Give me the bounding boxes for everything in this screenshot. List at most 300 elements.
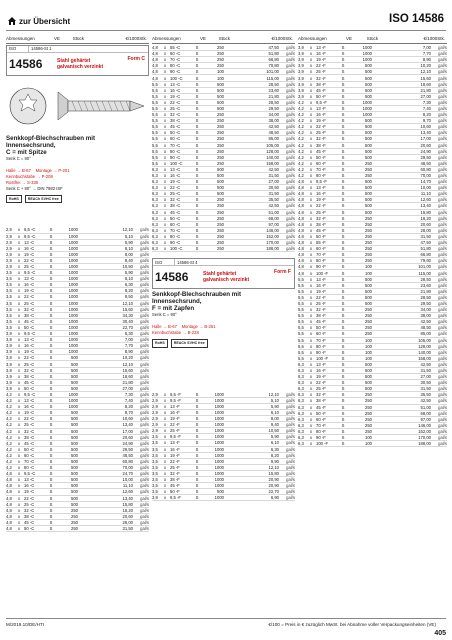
- cell-length: 9,5 -C: [24, 270, 36, 276]
- cell-ve: S: [341, 93, 345, 99]
- cell-finish: gal/s: [140, 361, 149, 367]
- cell-finish: gal/s: [140, 410, 149, 416]
- cell-dimension: 3,9: [298, 87, 304, 93]
- cell-length: 80 -F: [316, 173, 326, 179]
- cell-finish: gal/s: [438, 51, 447, 57]
- cell-stueck: 500: [71, 495, 78, 501]
- cell-price: 85,00: [420, 331, 431, 337]
- cell-length: 90 -C: [170, 240, 181, 246]
- cell-length: 19 -C: [24, 349, 35, 355]
- cell-finish: gal/s: [438, 75, 447, 81]
- cell-times: x: [164, 221, 167, 227]
- cell-ve: S: [341, 264, 345, 270]
- rohs-badge: RoHS: [6, 195, 22, 203]
- cell-dimension: 5,5: [298, 282, 304, 288]
- cell-stueck: 1000: [68, 264, 78, 270]
- cell-finish: gal/s: [140, 306, 149, 312]
- cell-length: 32 -F: [316, 136, 326, 142]
- cell-length: 80 -C: [170, 148, 181, 154]
- cell-length: 25 -F: [170, 464, 180, 470]
- cell-length: 60 -C: [170, 51, 181, 57]
- cell-price: 27,00: [420, 93, 431, 99]
- cell-stueck: 250: [365, 240, 372, 246]
- cell-stueck: 1000: [68, 331, 78, 337]
- cell-stueck: 500: [217, 87, 224, 93]
- cell-times: x: [310, 142, 313, 148]
- cell-dimension: 3,5: [6, 312, 12, 318]
- cell-length: 45 -F: [170, 483, 180, 489]
- product-number: 14586: [155, 269, 189, 284]
- cell-length: 45 -F: [316, 87, 326, 93]
- cell-price: 47,50: [268, 45, 279, 51]
- cell-times: x: [18, 282, 21, 288]
- title-line-2: Innensechsrund,: [152, 297, 202, 305]
- cell-stueck: 1000: [214, 397, 224, 403]
- header-divider: [6, 30, 446, 31]
- cell-stueck: 500: [365, 93, 372, 99]
- cell-finish: gal/s: [140, 379, 149, 385]
- cell-ve: S: [341, 300, 345, 306]
- cell-stueck: 500: [365, 294, 372, 300]
- cell-price: 6,10: [124, 245, 133, 251]
- cell-dimension: 2,9: [152, 410, 158, 416]
- cell-stueck: 250: [217, 57, 224, 63]
- cell-ve: S: [49, 343, 53, 349]
- cell-times: x: [164, 51, 167, 57]
- cell-times: x: [310, 148, 313, 154]
- header-ve: VE: [53, 35, 60, 41]
- cell-stueck: 1000: [214, 477, 224, 483]
- cell-ve: S: [195, 452, 199, 458]
- cell-dimension: 3,9: [152, 495, 158, 501]
- cell-ve: S: [195, 166, 199, 172]
- cell-length: 9,5 -F: [170, 495, 181, 501]
- cell-ve: S: [195, 124, 199, 130]
- cell-finish: gal/s: [286, 246, 295, 252]
- header-stueck: Stück: [72, 35, 84, 41]
- cell-dimension: 6,3: [298, 404, 304, 410]
- cell-length: 9,5 -F: [316, 179, 327, 185]
- cell-stueck: 1000: [68, 288, 78, 294]
- cell-times: x: [310, 422, 313, 428]
- cell-ve: S: [49, 306, 53, 312]
- cell-length: 70 -F: [316, 166, 326, 172]
- cell-stueck: 250: [365, 404, 372, 410]
- cell-stueck: 1000: [68, 239, 78, 245]
- cell-ve: S: [341, 428, 345, 434]
- cell-dimension: 3,9: [6, 343, 12, 349]
- cell-ve: S: [341, 349, 345, 355]
- cell-times: x: [310, 166, 313, 172]
- cell-times: x: [310, 154, 313, 160]
- cell-dimension: 2,9: [6, 264, 12, 270]
- column-c: [298, 33, 447, 447]
- cell-times: x: [310, 87, 313, 93]
- cell-stueck: 1000: [68, 227, 78, 233]
- back-to-overview-link[interactable]: [7, 15, 82, 27]
- cell-finish: gal/s: [286, 130, 295, 136]
- cell-ve: S: [195, 209, 199, 215]
- cell-times: x: [164, 422, 167, 428]
- cell-price: 28,50: [268, 99, 279, 105]
- cell-length: 90 -C: [170, 69, 181, 75]
- note-rostfrei[interactable]: Rostfrei → S-330: [6, 180, 39, 186]
- cell-stueck: 500: [71, 428, 78, 434]
- cell-dimension: 6,3: [298, 422, 304, 428]
- cell-length: 60 -C: [24, 452, 35, 458]
- cell-ve: S: [49, 367, 53, 373]
- cell-dimension: 5,5: [298, 331, 304, 337]
- cell-price: 18,60: [122, 373, 133, 379]
- cell-ve: S: [341, 319, 345, 325]
- cell-length: 32 -C: [170, 197, 181, 203]
- cell-ve: S: [49, 227, 53, 233]
- cell-finish: gal/s: [438, 112, 447, 118]
- cell-length: 50 -F: [170, 489, 180, 495]
- cell-length: 70 -C: [170, 227, 181, 233]
- cell-finish: gal/s: [438, 179, 447, 185]
- cell-times: x: [164, 495, 167, 501]
- cell-dimension: 4,2: [298, 118, 304, 124]
- cell-ve: S: [195, 203, 199, 209]
- cell-finish: gal/s: [286, 209, 295, 215]
- cell-dimension: 5,5: [152, 136, 158, 142]
- cell-price: 31,50: [268, 191, 279, 197]
- cell-dimension: 5,5: [298, 349, 304, 355]
- cell-finish: gal/s: [286, 422, 295, 428]
- cell-times: x: [18, 294, 21, 300]
- cell-ve: S: [341, 374, 345, 380]
- cell-dimension: 5,5: [298, 288, 304, 294]
- cell-finish: gal/s: [286, 81, 295, 87]
- cell-price: 12,10: [122, 361, 133, 367]
- cell-times: x: [18, 416, 21, 422]
- cell-length: 9,5 -F: [170, 397, 181, 403]
- cell-times: x: [164, 191, 167, 197]
- cell-times: x: [18, 404, 21, 410]
- cell-stueck: 500: [365, 380, 372, 386]
- note-kennbuchstabe[interactable]: Kennbuchstabe → P-208: [6, 174, 53, 180]
- cell-stueck: 500: [365, 130, 372, 136]
- cell-stueck: 1000: [68, 282, 78, 288]
- cell-stueck: 100: [365, 349, 372, 355]
- cell-times: x: [310, 221, 313, 227]
- cell-length: 9,5 -F: [170, 434, 181, 440]
- cell-ve: S: [49, 312, 53, 318]
- cell-stueck: 500: [365, 179, 372, 185]
- cell-ve: S: [49, 239, 53, 245]
- cell-ve: S: [341, 313, 345, 319]
- cell-dimension: 6,3: [152, 246, 158, 252]
- cell-times: x: [310, 203, 313, 209]
- title-line-3: C = mit Spitze: [6, 148, 47, 156]
- cell-length: 13 -C: [24, 239, 35, 245]
- cell-price: 34,30: [122, 312, 133, 318]
- cell-dimension: 4,8: [6, 489, 12, 495]
- cell-finish: gal/s: [140, 422, 149, 428]
- cell-length: 100 -F: [316, 355, 329, 361]
- cell-ve: S: [49, 471, 53, 477]
- cell-length: 22 -F: [316, 63, 326, 69]
- cell-ve: S: [341, 361, 345, 367]
- cell-times: x: [18, 507, 21, 513]
- cell-stueck: 500: [365, 191, 372, 197]
- cell-stueck: 250: [365, 313, 372, 319]
- cell-length: 19 -C: [24, 288, 35, 294]
- cell-times: x: [164, 154, 167, 160]
- cell-stueck: 250: [365, 410, 372, 416]
- cell-ve: S: [49, 361, 53, 367]
- cell-length: 16 -C: [24, 245, 35, 251]
- cell-price: 5,90: [124, 270, 133, 276]
- cell-length: 38 -C: [170, 118, 181, 124]
- cell-finish: gal/s: [286, 124, 295, 130]
- cell-finish: gal/s: [438, 233, 447, 239]
- cell-length: 19 -F: [316, 374, 326, 380]
- cell-dimension: 2,9: [152, 391, 158, 397]
- cell-length: 16 -C: [24, 282, 35, 288]
- cell-ve: S: [341, 87, 345, 93]
- cell-times: x: [310, 191, 313, 197]
- column-a: [6, 33, 149, 532]
- cell-price: 115,00: [418, 270, 431, 276]
- cell-finish: gal/s: [438, 294, 447, 300]
- cell-price: 66,80: [268, 57, 279, 63]
- cell-stueck: 250: [71, 526, 78, 532]
- cell-finish: gal/s: [438, 252, 447, 258]
- note-halle[interactable]: Halle → B-67: [152, 324, 177, 330]
- cell-price: 12,10: [268, 391, 279, 397]
- cell-ve: S: [195, 179, 199, 185]
- cell-stueck: 250: [365, 325, 372, 331]
- cell-stueck: 250: [365, 307, 372, 313]
- cell-length: 90 -C: [170, 154, 181, 160]
- cell-dimension: 4,2: [6, 422, 12, 428]
- cell-stueck: 250: [365, 392, 372, 398]
- cell-stueck: 500: [71, 440, 78, 446]
- cell-times: x: [18, 251, 21, 257]
- cell-ve: S: [195, 403, 199, 409]
- cell-finish: gal/s: [286, 87, 295, 93]
- cell-ve: S: [49, 483, 53, 489]
- cell-times: x: [164, 227, 167, 233]
- cell-times: x: [18, 398, 21, 404]
- cell-times: x: [164, 179, 167, 185]
- cell-stueck: 1000: [68, 233, 78, 239]
- cell-length: 16 -F: [170, 410, 180, 416]
- table-row[interactable]: [6, 526, 149, 532]
- cell-length: 22 -C: [170, 99, 181, 105]
- cell-length: 25 -F: [316, 69, 326, 75]
- cell-length: 50 -C: [170, 130, 181, 136]
- cell-ve: S: [49, 519, 53, 525]
- cell-dimension: 6,3: [152, 166, 158, 172]
- cell-stueck: 1000: [68, 300, 78, 306]
- cell-ve: S: [195, 246, 199, 252]
- cell-ve: S: [195, 477, 199, 483]
- cell-times: x: [310, 209, 313, 215]
- cell-stueck: 500: [365, 368, 372, 374]
- cell-dimension: 3,5: [6, 288, 12, 294]
- cell-length: 32 -F: [316, 75, 326, 81]
- cell-stueck: 250: [71, 513, 78, 519]
- cell-stueck: 500: [365, 361, 372, 367]
- cell-dimension: 4,8: [298, 246, 304, 252]
- cell-stueck: 250: [365, 227, 372, 233]
- cell-times: x: [18, 264, 21, 270]
- cell-length: 25 -F: [316, 130, 326, 136]
- cell-times: x: [18, 300, 21, 306]
- cell-times: x: [18, 477, 21, 483]
- cell-ve: S: [49, 422, 53, 428]
- cell-length: 6,5 -C: [24, 227, 36, 233]
- cell-dimension: 3,9: [6, 367, 12, 373]
- cell-dimension: 6,3: [298, 410, 304, 416]
- column-b: [152, 33, 295, 501]
- cell-times: x: [18, 483, 21, 489]
- cell-times: x: [164, 136, 167, 142]
- cell-price: 6,10: [270, 410, 279, 416]
- cell-price: 13,40: [420, 130, 431, 136]
- cell-price: 10,60: [420, 124, 431, 130]
- cell-length: 50 -C: [24, 324, 35, 330]
- cell-dimension: 5,5: [298, 307, 304, 313]
- cell-times: x: [310, 215, 313, 221]
- cell-dimension: 6,3: [152, 173, 158, 179]
- cell-length: 100 -C: [170, 246, 183, 252]
- cell-stueck: 250: [365, 246, 372, 252]
- cell-ve: S: [341, 337, 345, 343]
- cell-times: x: [310, 410, 313, 416]
- cell-ve: S: [49, 288, 53, 294]
- table-row[interactable]: [298, 441, 447, 447]
- cell-length: 45 -F: [316, 404, 326, 410]
- cell-dimension: 3,9: [298, 51, 304, 57]
- note-montage[interactable]: Montage → P-201: [35, 168, 70, 174]
- cell-times: x: [164, 483, 167, 489]
- cell-finish: gal/s: [286, 45, 295, 51]
- cell-stueck: 250: [365, 166, 372, 172]
- note-montage[interactable]: Montage → B-251: [181, 324, 216, 330]
- cell-times: x: [164, 203, 167, 209]
- cell-finish: gal/s: [286, 203, 295, 209]
- cell-ve: S: [49, 373, 53, 379]
- reference-notes-c: [6, 168, 149, 192]
- cell-stueck: 1000: [68, 398, 78, 404]
- cell-ve: S: [341, 81, 345, 87]
- cell-finish: gal/s: [286, 179, 295, 185]
- cell-stueck: 500: [365, 87, 372, 93]
- material-line-2: galvanisch verzinkt: [203, 276, 250, 283]
- cell-dimension: 4,2: [298, 160, 304, 166]
- cell-length: 22 -C: [24, 257, 35, 263]
- cell-dimension: 6,3: [298, 416, 304, 422]
- cell-ve: S: [341, 166, 345, 172]
- note-kennbuchstabe[interactable]: Kennbuchstabe → B-228: [152, 330, 199, 336]
- cell-length: 16 -F: [316, 51, 326, 57]
- cell-finish: gal/s: [438, 191, 447, 197]
- cell-dimension: 5,5: [298, 300, 304, 306]
- cell-times: x: [164, 124, 167, 130]
- cell-price: 10,50: [268, 428, 279, 434]
- cell-ve: S: [195, 118, 199, 124]
- cell-dimension: 3,5: [6, 318, 12, 324]
- cell-times: x: [310, 258, 313, 264]
- cell-price: 38,00: [268, 118, 279, 124]
- cell-finish: gal/s: [438, 410, 447, 416]
- cell-dimension: 2,9: [6, 239, 12, 245]
- cell-times: x: [310, 246, 313, 252]
- cell-times: x: [164, 45, 167, 51]
- cell-dimension: 4,8: [298, 209, 304, 215]
- cell-dimension: 3,9: [6, 373, 12, 379]
- product-body: [7, 53, 148, 75]
- cell-dimension: 6,3: [152, 179, 158, 185]
- cell-stueck: 250: [217, 148, 224, 154]
- cell-price: 28,50: [420, 294, 431, 300]
- cell-length: 38 -F: [316, 221, 326, 227]
- cell-times: x: [164, 246, 167, 252]
- cell-dimension: 5,5: [152, 154, 158, 160]
- cell-dimension: 5,5: [298, 343, 304, 349]
- cell-stueck: 1000: [68, 276, 78, 282]
- table-row[interactable]: [152, 495, 295, 501]
- cell-ve: S: [49, 446, 53, 452]
- cell-times: x: [310, 276, 313, 282]
- cell-finish: gal/s: [140, 264, 149, 270]
- cell-stueck: 1000: [214, 458, 224, 464]
- cell-stueck: 250: [71, 507, 78, 513]
- cell-stueck: 1000: [68, 349, 78, 355]
- cell-price: 18,20: [420, 215, 431, 221]
- cell-stueck: 1000: [214, 483, 224, 489]
- header-price: €/1000Stk.: [125, 35, 147, 41]
- cell-dimension: 4,2: [6, 404, 12, 410]
- cell-times: x: [18, 446, 21, 452]
- cell-times: x: [18, 379, 21, 385]
- cell-dimension: 4,8: [152, 69, 158, 75]
- cell-times: x: [164, 452, 167, 458]
- cell-length: 9,5 -F: [316, 99, 327, 105]
- cell-ve: S: [195, 240, 199, 246]
- cell-finish: gal/s: [438, 227, 447, 233]
- cell-price: 5,10: [270, 397, 279, 403]
- cell-length: 22 -C: [24, 355, 35, 361]
- cell-times: x: [310, 349, 313, 355]
- cell-length: 50 -C: [24, 385, 35, 391]
- cell-dimension: 5,5: [152, 160, 158, 166]
- cell-stueck: 250: [365, 416, 372, 422]
- cell-ve: S: [49, 276, 53, 282]
- cell-finish: gal/s: [438, 118, 447, 124]
- cell-ve: S: [195, 397, 199, 403]
- cell-ve: S: [195, 458, 199, 464]
- cell-times: x: [18, 459, 21, 465]
- cell-length: 32 -C: [24, 507, 35, 513]
- cell-price: 28,00: [420, 227, 431, 233]
- cell-ve: S: [49, 264, 53, 270]
- cell-finish: gal/s: [286, 99, 295, 105]
- cell-price: 5,90: [270, 434, 279, 440]
- cell-length: 13 -F: [316, 45, 326, 51]
- cell-length: 25 -F: [170, 428, 180, 434]
- note-halle[interactable]: Halle → B-67: [6, 168, 31, 174]
- cell-price: 12,10: [268, 464, 279, 470]
- cell-price: 27,00: [268, 179, 279, 185]
- cell-length: 38 -F: [316, 142, 326, 148]
- cell-price: 10,20: [122, 355, 133, 361]
- cell-stueck: 500: [71, 373, 78, 379]
